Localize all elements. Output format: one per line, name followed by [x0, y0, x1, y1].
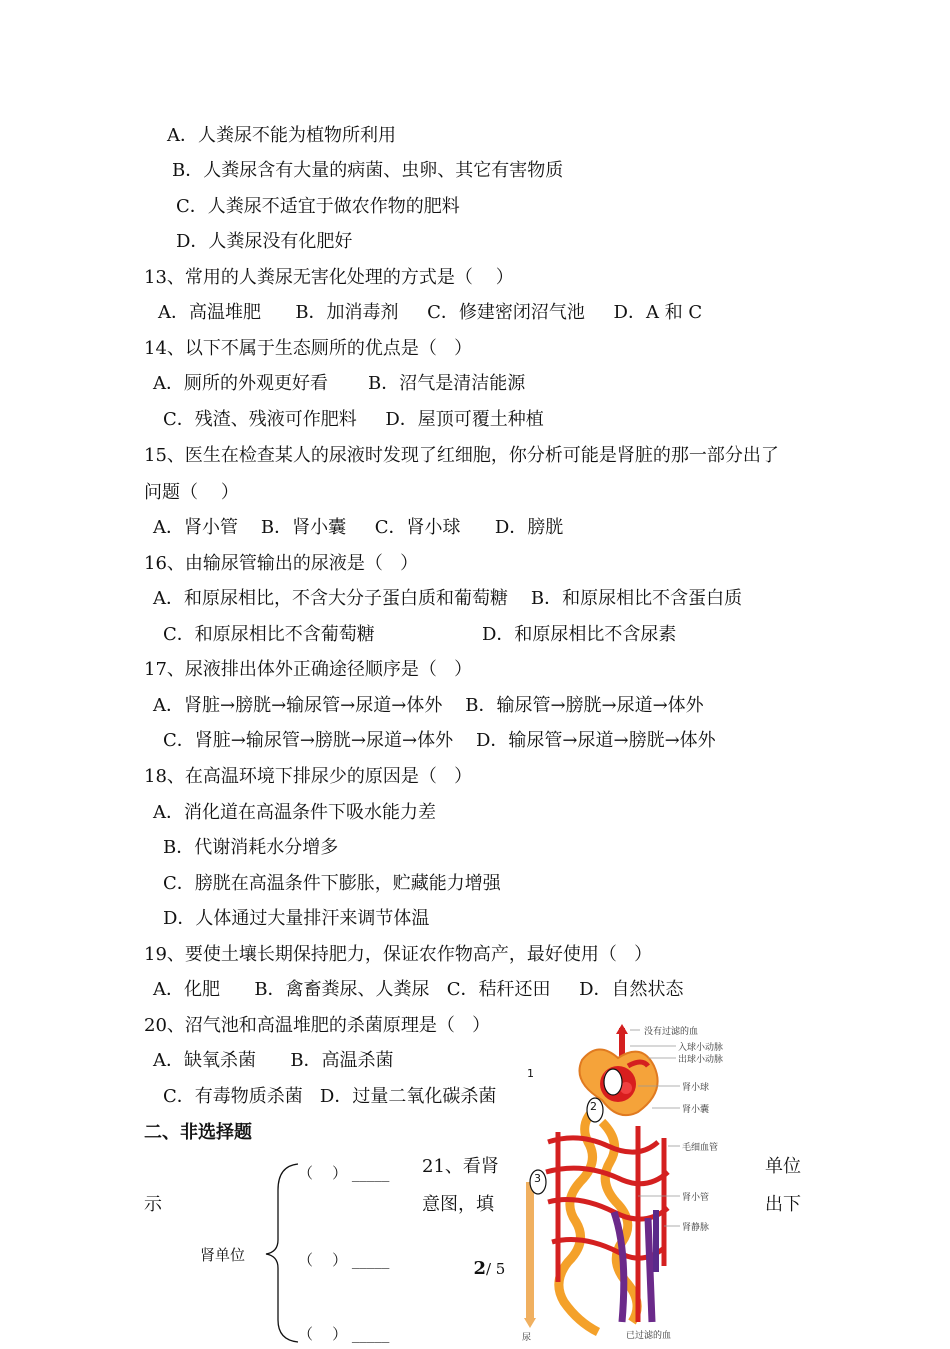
- options-19: A．化肥 B．禽畜粪尿、人粪尿 C．秸秆还田 D．自然状态: [153, 979, 684, 1000]
- options-14-cd: C．残渣、残液可作肥料 D．屋顶可覆土种植: [163, 409, 544, 430]
- option-18c: C．膀胱在高温条件下膨胀，贮藏能力增强: [163, 873, 501, 894]
- section-heading: 二、非选择题: [144, 1122, 252, 1143]
- page-number: [462, 1233, 505, 1281]
- question-13: 13、常用的人粪尿无害化处理的方式是（ ）: [144, 267, 514, 288]
- label-capsule: 肾小囊: [682, 1105, 710, 1115]
- question-16: 16、由输尿管输出的尿液是（ ）: [144, 553, 419, 574]
- label-efferent-arteriole: 出球小动脉: [678, 1055, 724, 1065]
- answer-blank-3[interactable]: [298, 1322, 389, 1346]
- blank-line-1: _____: [351, 1164, 390, 1182]
- question-21-part4: 意图，填: [422, 1194, 494, 1215]
- options-13: A．高温堆肥 B．加消毒剂 C．修建密闭沼气池 D．A 和 C: [158, 302, 703, 323]
- marker-3: 3: [534, 1172, 541, 1185]
- question-20: 20、沼气池和高温堆肥的杀菌原理是（ ）: [144, 1015, 491, 1036]
- option-12a: A．人粪尿不能为植物所利用: [167, 125, 396, 146]
- options-20-cd: C．有毒物质杀菌 D．过量二氧化碳杀菌: [163, 1086, 497, 1107]
- question-19: 19、要使土壤长期保持肥力，保证农作物高产，最好使用（ ）: [144, 944, 653, 965]
- page-total: / 5: [485, 1260, 506, 1278]
- label-urine: 尿: [522, 1333, 532, 1343]
- question-21-part3: 示: [144, 1194, 162, 1215]
- nephron-diagram: [518, 1022, 818, 1344]
- option-18d: D．人体通过大量排汗来调节体温: [163, 908, 430, 929]
- answer-blank-2[interactable]: [298, 1248, 389, 1272]
- label-afferent-arteriole: 入球小动脉: [678, 1043, 724, 1053]
- option-16c: C．和原尿相比不含葡萄糖: [163, 624, 375, 645]
- question-21-part1: 21、看肾: [422, 1156, 499, 1177]
- options-20-ab: A．缺氧杀菌 B．高温杀菌: [153, 1050, 394, 1071]
- blank-line-2: _____: [351, 1251, 390, 1269]
- question-14: 14、以下不属于生态厕所的优点是（ ）: [144, 338, 473, 359]
- question-17: 17、尿液排出体外正确途径顺序是（ ）: [144, 659, 473, 680]
- option-18a: A．消化道在高温条件下吸水能力差: [153, 802, 436, 823]
- option-12b: B．人粪尿含有大量的病菌、虫卵、其它有害物质: [172, 160, 564, 181]
- blank-line-3: _____: [351, 1325, 390, 1343]
- options-15: A．肾小管 B．肾小囊 C．肾小球 D．膀胱: [153, 517, 564, 538]
- label-filtered-blood: 已过滤的血: [626, 1331, 672, 1341]
- blank-paren-1: （ ）: [298, 1164, 348, 1182]
- blank-paren-2: （ ）: [298, 1251, 348, 1269]
- question-21-part5: 出下: [765, 1194, 801, 1215]
- option-18b: B．代谢消耗水分增多: [163, 837, 339, 858]
- label-glomerulus: 肾小球: [682, 1083, 710, 1093]
- label-tubule: 肾小管: [682, 1193, 710, 1203]
- options-17-cd: C．肾脏→输尿管→膀胱→尿道→体外 D．输尿管→尿道→膀胱→体外: [163, 730, 716, 751]
- options-16-ab: A．和原尿相比，不含大分子蛋白质和葡萄糖 B．和原尿相比不含蛋白质: [153, 588, 743, 609]
- brace-icon: [262, 1160, 302, 1344]
- brace-label: 肾单位: [200, 1246, 246, 1264]
- marker-2: 2: [590, 1100, 597, 1113]
- label-renal-vein: 肾静脉: [682, 1223, 710, 1233]
- label-unfiltered-blood: 没有过滤的血: [644, 1027, 699, 1037]
- marker-1: 1: [527, 1067, 534, 1080]
- question-18: 18、在高温环境下排尿少的原因是（ ）: [144, 766, 473, 787]
- question-21-part2: 单位: [765, 1156, 801, 1177]
- option-12d: D．人粪尿没有化肥好: [176, 231, 353, 252]
- question-15: 15、医生在检查某人的尿液时发现了红细胞，你分析可能是肾脏的那一部分出了: [144, 445, 779, 466]
- page-current: 2: [473, 1258, 486, 1279]
- blank-paren-3: （ ）: [298, 1325, 348, 1343]
- label-capillary: 毛细血管: [682, 1143, 719, 1153]
- answer-blank-1[interactable]: [298, 1161, 389, 1185]
- options-17-ab: A．肾脏→膀胱→输尿管→尿道→体外 B．输尿管→膀胱→尿道→体外: [153, 695, 704, 716]
- question-15-cont: 问题（ ）: [144, 482, 239, 503]
- options-14-ab: A．厕所的外观更好看 B．沼气是清洁能源: [153, 373, 526, 394]
- option-16d: D．和原尿相比不含尿素: [482, 624, 677, 645]
- option-12c: C．人粪尿不适宜于做农作物的肥料: [176, 196, 460, 217]
- nephron-illustration: [518, 1022, 818, 1344]
